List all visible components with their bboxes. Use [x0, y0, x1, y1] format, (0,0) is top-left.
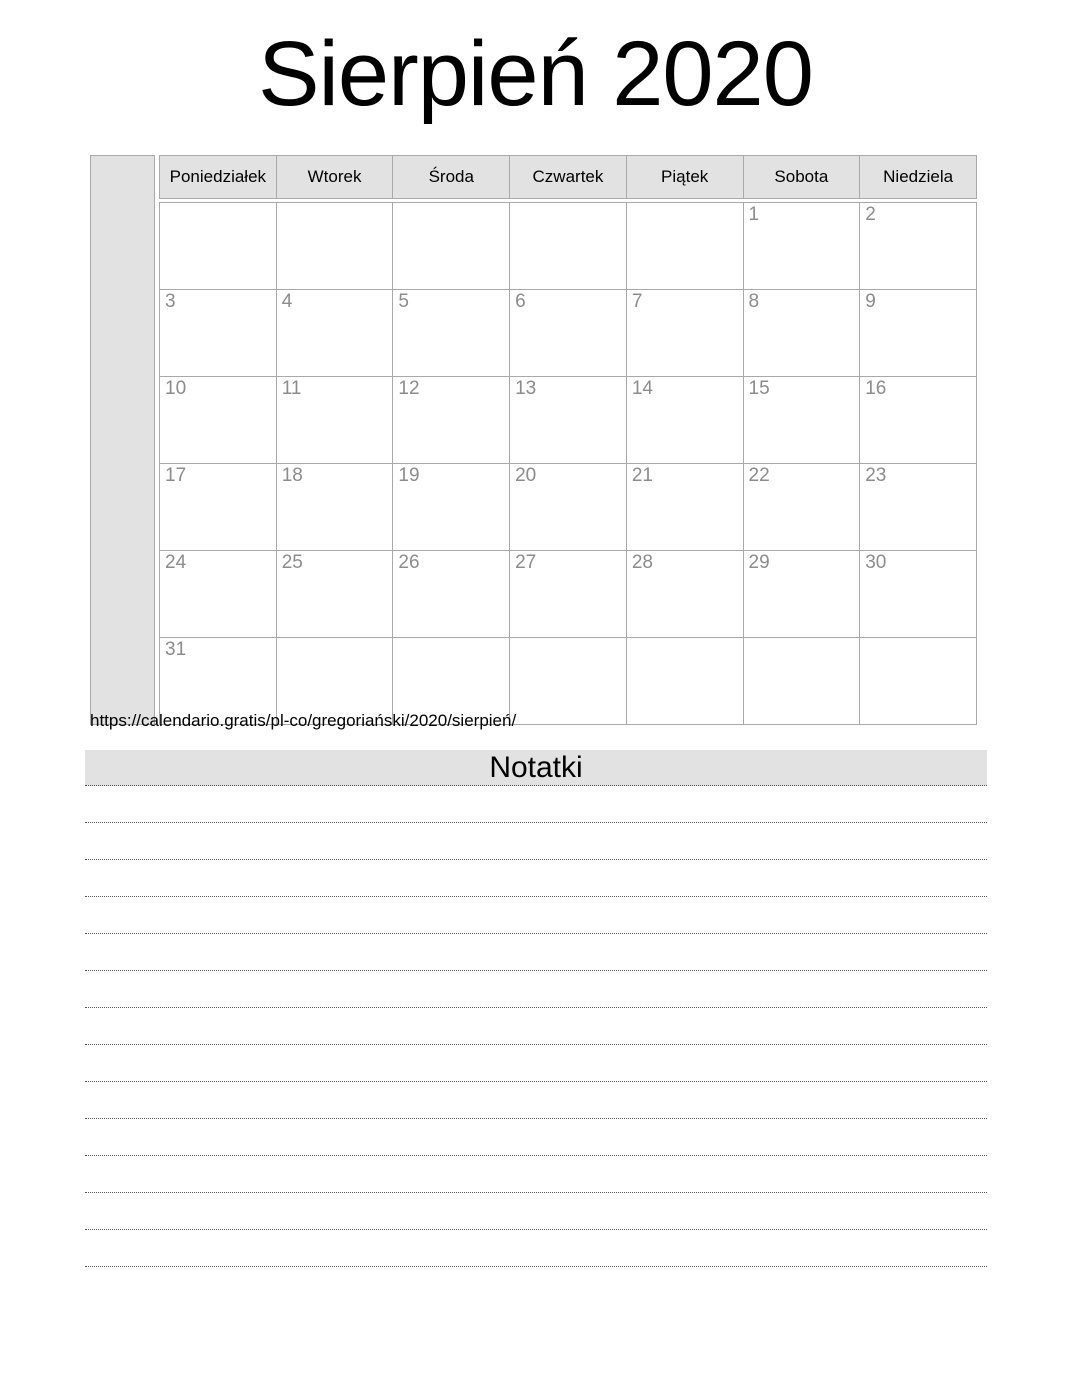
source-url-text: https://calendario.gratis/pl-co/gregoriański/2020/sierpień/ — [90, 711, 517, 730]
note-line — [85, 1230, 987, 1267]
notes-title: Notatki — [85, 750, 987, 786]
days-table — [159, 202, 977, 725]
day-number: 3 — [165, 291, 176, 312]
day-number: 10 — [165, 378, 187, 399]
day-cell-empty — [160, 203, 277, 290]
day-cell-24 — [160, 551, 277, 638]
day-header-5: Piątek — [626, 156, 743, 199]
note-line — [85, 1082, 987, 1119]
day-cell-16 — [860, 377, 977, 464]
day-number: 23 — [865, 465, 887, 486]
day-number: 6 — [515, 291, 526, 312]
note-line — [85, 897, 987, 934]
day-cell-20 — [510, 464, 627, 551]
day-number: 7 — [631, 291, 643, 312]
day-cell-25 — [276, 551, 393, 638]
week-row — [160, 464, 977, 551]
day-header-6: Sobota — [743, 156, 860, 199]
day-number: 17 — [165, 465, 187, 486]
day-headers-row — [160, 156, 977, 199]
day-cell-12 — [393, 377, 510, 464]
day-cell-29 — [743, 551, 860, 638]
page-title: Sierpień 2020 — [258, 23, 813, 125]
week-row — [160, 203, 977, 290]
day-cell-2 — [860, 203, 977, 290]
day-number: 9 — [865, 291, 876, 312]
day-number: 19 — [398, 465, 420, 486]
day-number: 16 — [865, 378, 887, 399]
day-cell-empty — [276, 203, 393, 290]
day-cell-13 — [510, 377, 627, 464]
day-cell-9 — [860, 290, 977, 377]
day-cell-4 — [276, 290, 393, 377]
day-number: 31 — [165, 639, 187, 660]
notes-section — [85, 750, 987, 1267]
day-number: 24 — [165, 552, 187, 573]
note-line — [85, 934, 987, 971]
day-cell-23 — [860, 464, 977, 551]
day-headers-table — [159, 155, 977, 199]
day-header-2: Wtorek — [276, 156, 393, 199]
day-cell-empty — [510, 638, 627, 725]
note-line — [85, 1119, 987, 1156]
day-cell-15 — [743, 377, 860, 464]
day-cell-18 — [276, 464, 393, 551]
day-number: 15 — [748, 378, 770, 399]
day-number: 1 — [748, 204, 760, 225]
day-number: 27 — [515, 552, 537, 573]
note-line — [85, 823, 987, 860]
day-number: 8 — [748, 291, 760, 312]
day-cell-empty — [860, 638, 977, 725]
day-number: 5 — [398, 291, 409, 312]
note-line — [85, 860, 987, 897]
day-number: 29 — [748, 552, 770, 573]
week-row — [160, 551, 977, 638]
day-cell-5 — [393, 290, 510, 377]
note-line — [85, 1008, 987, 1045]
day-cell-28 — [626, 551, 743, 638]
day-cell-27 — [510, 551, 627, 638]
day-cell-empty — [393, 203, 510, 290]
day-number: 18 — [281, 465, 303, 486]
calendar-grid — [159, 155, 977, 725]
day-cell-7 — [626, 290, 743, 377]
day-cell-11 — [276, 377, 393, 464]
day-cell-21 — [626, 464, 743, 551]
day-cell-8 — [743, 290, 860, 377]
day-number: 30 — [865, 552, 887, 573]
day-header-1: Poniedziałek — [160, 156, 277, 199]
notes-lines — [85, 786, 987, 1267]
day-cell-30 — [860, 551, 977, 638]
day-number: 11 — [281, 378, 302, 399]
note-line — [85, 1193, 987, 1230]
calendar-table — [90, 155, 977, 725]
day-cell-14 — [626, 377, 743, 464]
day-number: 20 — [515, 465, 537, 486]
day-cell-1 — [743, 203, 860, 290]
day-number: 26 — [398, 552, 420, 573]
day-header-3: Środa — [393, 156, 510, 199]
day-cell-10 — [160, 377, 277, 464]
day-number: 22 — [748, 465, 770, 486]
day-number: 12 — [398, 378, 420, 399]
day-cell-17 — [160, 464, 277, 551]
day-cell-22 — [743, 464, 860, 551]
week-row — [160, 377, 977, 464]
day-number: 21 — [631, 465, 653, 486]
day-number: 14 — [631, 378, 653, 399]
note-line — [85, 971, 987, 1008]
day-number: 13 — [515, 378, 537, 399]
day-header-7: Niedziela — [860, 156, 977, 199]
day-cell-empty — [743, 638, 860, 725]
day-number: 4 — [281, 291, 293, 312]
note-line — [85, 1156, 987, 1193]
day-number: 28 — [631, 552, 653, 573]
note-line — [85, 1045, 987, 1082]
week-gutter-column — [90, 155, 155, 725]
day-cell-empty — [626, 203, 743, 290]
day-number: 25 — [281, 552, 303, 573]
calendar-weeks-body — [160, 203, 977, 725]
day-header-4: Czwartek — [510, 156, 627, 199]
day-cell-19 — [393, 464, 510, 551]
day-cell-26 — [393, 551, 510, 638]
day-cell-empty — [510, 203, 627, 290]
day-cell-3 — [160, 290, 277, 377]
day-cell-6 — [510, 290, 627, 377]
day-cell-empty — [626, 638, 743, 725]
day-number: 2 — [865, 204, 876, 225]
note-line — [85, 786, 987, 823]
week-row — [160, 290, 977, 377]
